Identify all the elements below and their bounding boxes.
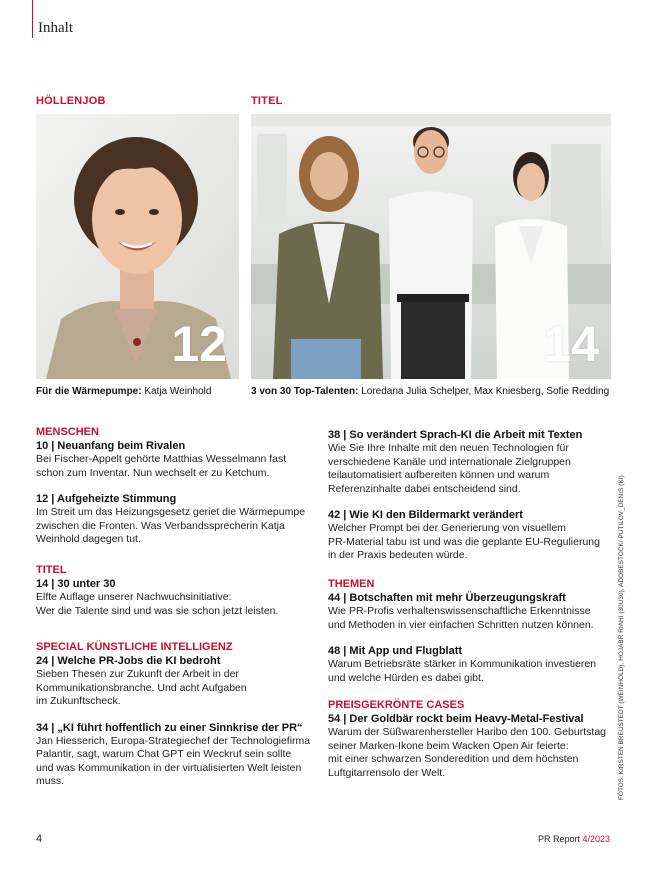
entry-text: Warum Betriebsräte stärker in Kommunikation investieren und welche Hürden es dabei gibt. <box>328 658 597 684</box>
entry-text: Warum der Süßwarenhersteller Haribo den 100. Geburtstag seiner Marken-Ikone beim Wacken Open Air feierte: mit einer schwarzen Sonderedition und dem höchsten Luftgitarrensolo der Welt. <box>328 726 606 779</box>
footer-magazine <box>538 834 610 844</box>
entry-title: 54 | Der Goldbär rockt beim Heavy-Metal-Festival <box>328 713 584 725</box>
entry-text: Wie PR-Profis verhaltenswissenschaftliche Erkenntnisse und Methoden in vier einfachen Schritten nutzen können. <box>328 605 594 631</box>
accent-bar <box>32 0 33 38</box>
toc-entry[interactable] <box>36 721 326 789</box>
entry-title: 44 | Botschaften mit mehr Überzeugungskraft <box>328 592 566 604</box>
group-photo <box>251 114 611 379</box>
toc-entry[interactable] <box>36 492 316 547</box>
entry-text: Elfte Auflage unserer Nachwuchsinitiative: Wer die Talente sind und was sie schon jetzt leisten. <box>36 591 279 617</box>
caption-text: Loredana Julia Schelper, Max Kniesberg, Sofie Redding <box>358 386 610 397</box>
toc-entry[interactable] <box>328 428 610 496</box>
toc-entry[interactable] <box>36 439 316 480</box>
section-label-menschen: MENSCHEN <box>36 426 99 438</box>
section-label-themen: THEMEN <box>328 578 375 590</box>
caption-bold: Für die Wärmepumpe: <box>36 386 142 397</box>
toc-right-column <box>328 428 610 563</box>
section-label-special-ki: SPECIAL KÜNSTLICHE INTELLIGENZ <box>36 641 233 653</box>
section-label-cases: PREISGEKRÖNTE CASES <box>328 699 465 711</box>
photo-credit: FOTOS: KIRSTEN BREUSTEDT (WEINHOLD), HOJABR RIAHI (30U30), ADOBESTOCK/ PUTILOV_DENIS (KI) <box>618 475 625 800</box>
entry-text: Welcher Prompt bei der Generierung von visuellem PR-Material tabu ist und was die geplante EU-Regulierung in der Praxis bedeuten würde. <box>328 522 600 561</box>
page-number-overlay-12: 12 <box>171 316 227 372</box>
toc-entry[interactable] <box>328 644 610 685</box>
toc-entry[interactable] <box>36 654 326 709</box>
toc-right-column-cases <box>328 699 610 780</box>
section-label-titel-top: TITEL <box>251 95 283 107</box>
page-title: Inhalt <box>38 20 73 36</box>
portrait-photo <box>36 114 239 379</box>
section-label-titel: TITEL <box>36 564 67 576</box>
magazine-name: PR Report <box>537 834 583 844</box>
toc-right-column-themen <box>328 578 610 685</box>
entry-title: 14 | 30 unter 30 <box>36 578 116 590</box>
caption-bold: 3 von 30 Top-Talenten: <box>251 386 359 397</box>
entry-title: 24 | Welche PR-Jobs die KI bedroht <box>36 655 221 667</box>
entry-title: 38 | So verändert Sprach-KI die Arbeit mit Texten <box>328 429 583 441</box>
caption-text: Katja Weinhold <box>141 386 212 397</box>
entry-text: Bei Fischer-Appelt gehörte Matthias Wesselmann fast schon zum Inventar. Nun wechselt er zu Ketchum. <box>36 453 287 479</box>
photo-caption-right <box>251 386 609 397</box>
toc-entry[interactable] <box>36 577 316 618</box>
page-number-overlay-14: 14 <box>543 316 599 372</box>
toc-entry[interactable] <box>328 508 610 563</box>
entry-title: 42 | Wie KI den Bildermarkt verändert <box>328 509 523 521</box>
entry-text: Wie Sie Ihre Inhalte mit den neuen Technologien für verschiedene Kanäle und internationale Zielgruppen teilautomatisiert aufbereiten können und warum Referenzinhalte dabei entscheidend sind. <box>328 442 571 495</box>
footer-page-number: 4 <box>36 833 43 845</box>
issue-number: 4/2023 <box>582 834 610 844</box>
entry-text: Im Streit um das Heizungsgesetz geriet die Wärmepumpe zwischen die Fronten. Was Verbandssprecherin Katja Weinhold dagegen tut. <box>36 506 306 545</box>
entry-text: Sieben Thesen zur Zukunft der Arbeit in der Kommunikationsbranche. Und acht Aufgaben im Zukunftscheck. <box>36 668 247 707</box>
section-label-hoellenjob: HÖLLENJOB <box>36 95 106 107</box>
entry-title: 10 | Neuanfang beim Rivalen <box>36 440 186 452</box>
toc-left-column <box>36 426 316 547</box>
entry-title: 48 | Mit App und Flugblatt <box>328 645 463 657</box>
entry-text: Jan Hiesserich, Europa-Strategiechef der Technologiefirma Palantir, sagt, warum Chat GPT ein Weckruf sein sollte und was Kommunikation in der virtualisierten Welt leisten muss. <box>36 734 311 787</box>
toc-entry[interactable] <box>328 591 610 632</box>
entry-title: 34 | „KI führt hoffentlich zu einer Sinnkrise der PR“ <box>36 721 303 734</box>
toc-left-column-titel <box>36 564 316 618</box>
toc-entry[interactable] <box>328 712 610 780</box>
toc-left-column-special <box>36 641 326 789</box>
entry-title: 12 | Aufgeheizte Stimmung <box>36 493 177 505</box>
photo-caption-left <box>36 386 211 397</box>
